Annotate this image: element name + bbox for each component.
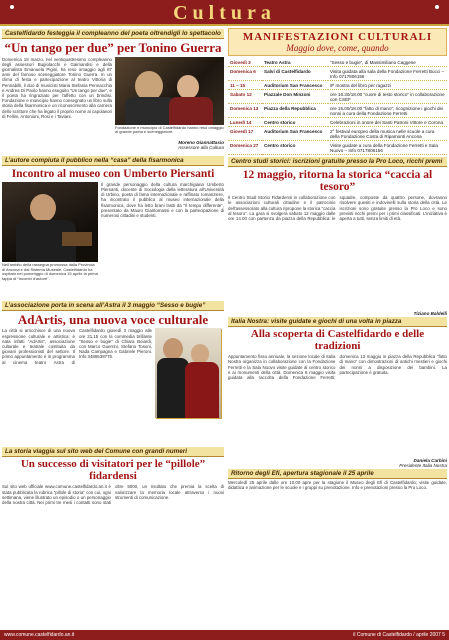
- footer-url-link[interactable]: www.comune.castelfidardo.an.it: [4, 632, 75, 638]
- section-strip: Castelfidardo festeggia il compleanno del poeta oltrendigli lo spettacolo: [2, 29, 224, 39]
- article-headline: Incontro al museo con Umberto Piersanti: [11, 167, 215, 180]
- section-strip: Ritorno degli Efi, apertura stagionale il 25 aprile: [228, 469, 447, 479]
- events-table: [228, 58, 447, 155]
- event-day: Domenica 13: [228, 104, 262, 118]
- article-headline: “Un tango per due” per Tonino Guerra: [4, 40, 222, 55]
- event-day: 11 – 15: [228, 81, 262, 90]
- event-place: Auditorium San Francesco: [262, 127, 328, 141]
- event-description: 2° festival europeo della musica nelle scuole a cura della Fondazione Costa di Ripamonti Ancona: [328, 127, 447, 141]
- left-column: [2, 28, 224, 546]
- photo-caption: Nell'ambito della rassegna promossa dalla Provincia di Ancona e dal Sistema Museale, Castelfidardo ha ospitato nel pomeriggio di domenica 15 aprile la prima tappa di “Incontri d'autore”.: [2, 262, 98, 282]
- event-description: “Sesso e bugie”, di Massimiliano Caggese: [328, 58, 447, 67]
- right-column: [228, 28, 447, 502]
- event-row: [228, 104, 447, 118]
- article-headline: Alla scoperta di Castelfidardo e delle tradizioni: [250, 328, 425, 352]
- section-strip: L’autore compiuta il pubblico nella “casa” della fisarmonica: [2, 156, 224, 166]
- event-day: Domenica 6: [228, 67, 262, 81]
- banner-title: MANIFESTAZIONI CULTURALI: [242, 31, 433, 43]
- event-day: Giovedì 3: [228, 58, 262, 67]
- article-body: Appuntamento fisso annuale, la sezione locale di Italia Nostra organizza in collaborazione con la Fondazione Ferretti e la Sala Nuovo visite guidate al centro storico e ai monumenti della città. Domenica 6 maggio visita guidata alla raccolta della Fondazione Ferretti; domenica 13 maggio in piazza della Repubblica “fatto di mano” con dimostrazioni di antichi mestieri e giochi dei nonni a disposizione dei bambini. La partecipazione è gratuita.: [228, 354, 447, 381]
- event-row: [228, 141, 447, 155]
- event-place: Teatro Astra: [262, 58, 328, 67]
- event-description: Visite guidate a cura della Fondazione Ferretti e Sala Nuovo – Info 0717806156: [328, 141, 447, 155]
- banner-subtitle: Maggio dove, come, quando: [286, 43, 389, 53]
- event-day: Domenica 27: [228, 141, 262, 155]
- article-body: Mercoledì 25 aprile dalle ore 10.00 apre per la stagione il Museo degli Efi di Castelfidardo; visite guidate, didattica e animazione per le scuole e i gruppi su prenotazione. Info e prenotazioni presso la Pro Loco.: [228, 480, 447, 491]
- article-headline: AdArtis, una nuova voce culturale: [17, 311, 209, 327]
- event-row: [228, 67, 447, 81]
- event-row: [228, 58, 447, 67]
- event-row: [228, 127, 447, 141]
- section-strip: Italia Nostra: visite guidate e giochi di una volta in piazza: [228, 317, 447, 327]
- events-banner: [228, 28, 447, 56]
- event-row: [228, 81, 447, 90]
- page-section-title: Cultura: [173, 2, 276, 24]
- author-signature: Daniela Carbini: [413, 458, 447, 464]
- event-place: Piazza della Repubblica: [262, 104, 328, 118]
- author-signature: Moreno Giannattasio: [178, 139, 224, 145]
- event-place: Piazzale Don Minzoni: [262, 90, 328, 104]
- section-strip: La storia viaggia sul sito web del Comune con grandi numeri: [2, 447, 224, 457]
- page-footer: [0, 630, 449, 640]
- article-body: La città si arricchisce di una nuova espressione culturale e artistica: è nata infatti “AdArtis”, associazione culturale e teatrale costituita da giovani professionisti del settore. Il primo appuntamento è in programma al cinema teatro Astra di Castelfidardo giovedì 3 maggio alle ore 21.15 con la commedia brillante “Sesso e bugie” di Chiara Boiardi, con Marco Guerrini, Stefano Tosoni, Nada Campagna e Gabriele Pieroni. Info 3486538775.: [2, 328, 152, 365]
- article-body: Il Centro Studi Storici Fidardensi in collaborazione con le associazioni culturali cittadine e il patrocinio dell'assessorato alla cultura ripropone la storica “caccia al tesoro”. La gara si svolgerà sabato 12 maggio dalle ore 14.00 con partenza da piazza della Repubblica: le squadre, composte da quattro persone, dovranno risolvere quesiti e indovinelli sulla storia della città. Le iscrizioni sono gratuite presso la Pro Loco e sono previsti ricchi premi per i primi classificati. L'iniziativa è aperta a tutti, senza limiti di età.: [228, 195, 447, 221]
- article-headline: 12 maggio, ritorna la storica “caccia al tesoro”: [242, 169, 433, 194]
- photo-tonino-guerra: [115, 57, 224, 125]
- section-strip: Centro studi storici: iscrizioni gratuite presso la Pro Loco, ricchi premi: [228, 157, 447, 167]
- article-headline: Un successo di visitatori per le “pillole” fidardensi: [20, 458, 206, 482]
- author-role: Assessore alla Cultura: [178, 144, 224, 150]
- article-body: Domenica 18 marzo, nel ventiquattresimo compleanno degli assessori Bugiolacchi e Gaimandisi e della giornalista Emanuela Pigini, ha reso omaggio agli 87 anni del famoso sceneggiatore Tonino Guerra. In un clima di festa e partecipazione al teatro Vittoria di Pennabilli, il duo di musicisti Maria Stefania Pennacchia e Andrea Di Paolo hanno eseguito “Un tango per due”, e il poeta ha ringraziato per l'affetto con un brindisi. Fondazione e municipio hanno consegnato un libro sulla storia della fisarmonica e un riconoscimento alla carriera dello scrittore che ha legato il proprio nome ai capolavori di Fellini, Antonioni, Rosi e i Taviani.: [2, 56, 112, 119]
- article-body: Sul sito web ufficiale www.comune.castelfidardo.an.it è stata pubblicata la rubrica “pillole di storia” con cui, ogni settimana, viene illustrato un episodio o un personaggio della nostra città. Nei primi tre mesi i contatti sono stati oltre 5000, un risultato che premia la scelta di valorizzare la memoria locale attraverso i nuovi strumenti di comunicazione.: [2, 484, 224, 506]
- section-strip: L’associazione porta in scena all’Astra il 3 maggio “Sesso e bugie”: [2, 301, 224, 311]
- event-row: [228, 90, 447, 104]
- photo-caption: Fondazione e municipio di Castelfidardo hanno reso omaggio al grande poeta e sceneggiatore.: [115, 125, 224, 135]
- article-body: Il grande personaggio della cultura marchigiana Umberto Piersanti, docente di Sociologia della letteratura all'Università di Urbino, poeta di fama internazionale e raffinato romanziere, ha incontrato il pubblico al museo internazionale della fisarmonica, dove ha letto brani tratti da “Il tempo differente”, presentato da Mauro Giantomassi e con la partecipazione di numerosi cittadini e studenti.: [101, 181, 224, 218]
- event-place: Centro storico: [262, 118, 328, 127]
- event-description: 9ª mostra del libro per ragazzi: [328, 81, 447, 90]
- photo-umberto-piersanti: [2, 182, 98, 262]
- event-description: ore 15.00/18.00 “fatto di mano”; ricognizione i giochi dei nonni a cura della Fondazione Ferretti: [328, 104, 447, 118]
- registration-mark-icon: [435, 5, 439, 9]
- author-role: Presidente Italia Nostra: [399, 463, 447, 469]
- event-day: Lunedì 14: [228, 118, 262, 127]
- event-place: Centro storico: [262, 141, 328, 155]
- event-row: [228, 118, 447, 127]
- event-description: Visita guidata alla sala della Fondazione Ferretti Bucci – Info 0717806156: [328, 67, 447, 81]
- event-place: Salvi di Castelfidardo: [262, 67, 328, 81]
- event-day: Sabato 12: [228, 90, 262, 104]
- author-signature: Tiziano Baldelli: [413, 311, 447, 317]
- event-description: ore 16.30/18.00 “cuore di testo storico” in collaborazione con CSEF: [328, 90, 447, 104]
- page-header: [0, 0, 449, 26]
- footer-issue-label: il Comune di Castelfidardo / aprile 2007 5: [353, 632, 445, 638]
- event-place: Auditorium San Francesco: [262, 81, 328, 90]
- photo-adartis-cast: [155, 328, 221, 418]
- event-day: Giovedì 17: [228, 127, 262, 141]
- event-description: Celebrazioni in onore dei Santi Patroni Vittore e Corona: [328, 118, 447, 127]
